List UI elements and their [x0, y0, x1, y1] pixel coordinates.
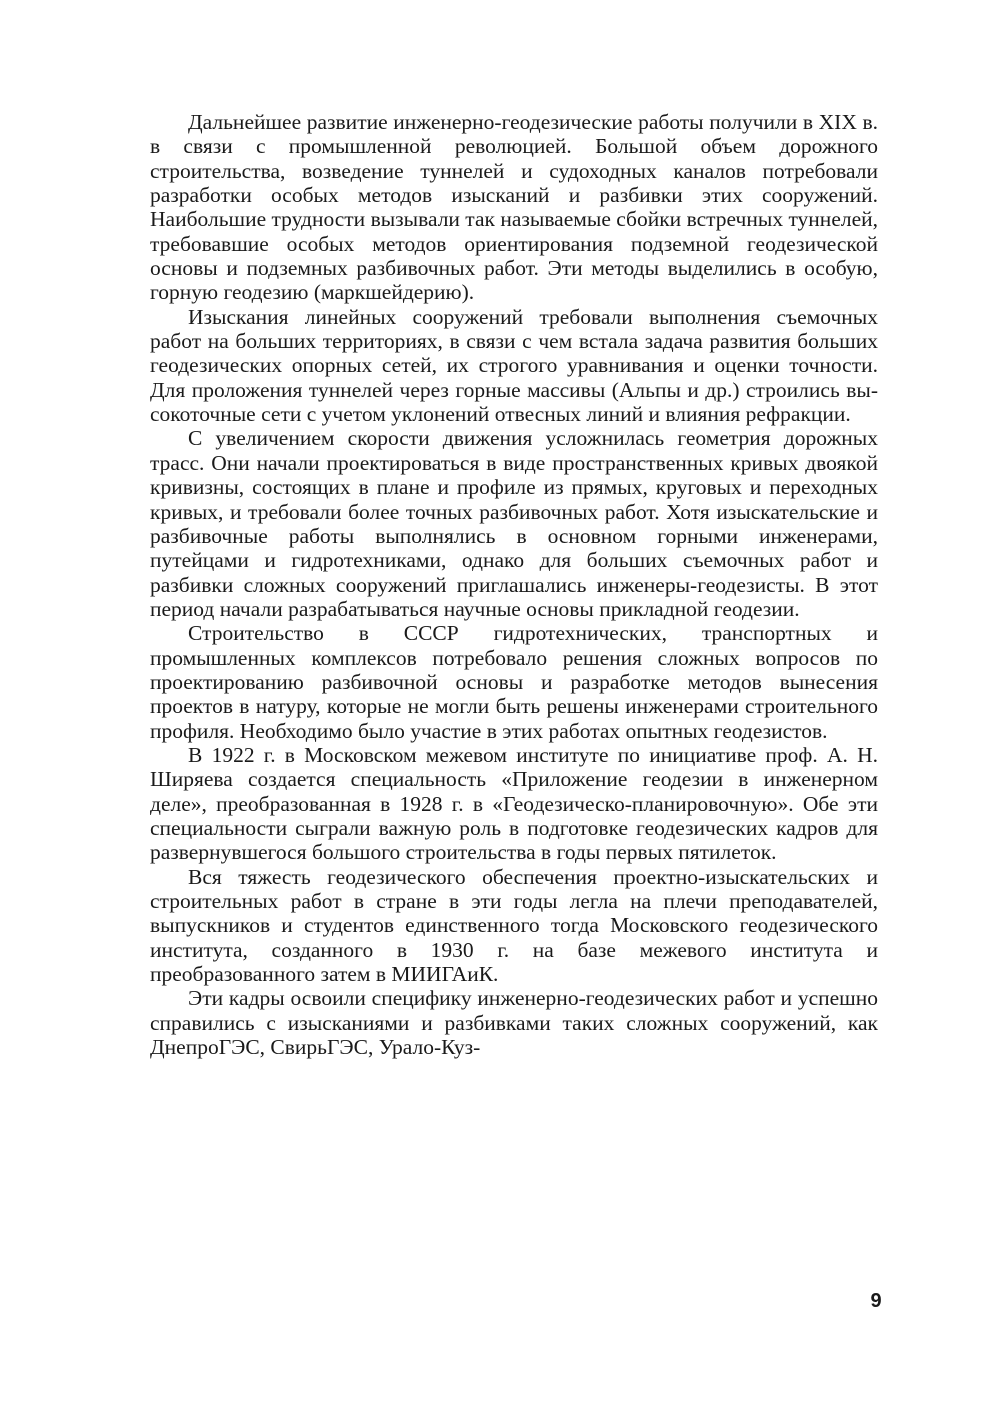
- paragraph-7: Эти кадры освоили специфику инженерно-геодезических работ и успешно справились с изысканиями и разбивками таких сложных сооружений, как ДнепроГЭС, СвирьГЭС, Урало-Куз-: [150, 986, 878, 1060]
- body-text: [150, 110, 878, 1059]
- paragraph-6: Вся тяжесть геодезического обеспечения проектно-изыскательских и строительных работ в стране в эти годы легла на плечи преподавателей, выпускников и студентов единственного тогда Московского геодезического института, созданного в 1930 г. на базе межевого института и преобразованного затем в МИИГАиК.: [150, 864, 878, 987]
- paragraph-5: В 1922 г. в Московском межевом институте по инициативе проф. А. Н. Ширяева создается специальность «Приложение геодезии в инженерном деле», преобразованная в 1928 г. в «Геодезическо-планировочную». Обе эти специальности сыграли важную роль в подготовке геодезических кадров для развернувшегося большого строительства в годы первых пятилеток.: [150, 742, 878, 865]
- page-number: 9: [870, 1290, 882, 1312]
- paragraph-2: Изыскания линейных сооружений требовали выполнения съемочных работ на больших территориях, в связи с чем встала задача развития больших геодезических опорных сетей, их строгого уравнивания и оценки точности. Для проложения туннелей через горные массивы (Альпы и др.) строились высокоточные сети с учетом уклонений отвесных линий и влияния рефракции.: [150, 304, 878, 427]
- paragraph-4: Строительство в СССР гидротехнических, транспортных и промышленных комплексов потребовало решения сложных вопросов по проектированию разбивочной основы и разработке методов вынесения проектов в натуру, которые не могли быть решены инженерами строительного профиля. Необходимо было участие в этих работах опытных геодезистов.: [150, 621, 878, 743]
- paragraph-1: Дальнейшее развитие инженерно-геодезические работы получили в XIX в. в связи с промышленной революцией. Большой объем дорожного строительства, возведение туннелей и судоходных каналов потребовали разработки особых методов изысканий и разбивки этих сооружений. Наибольшие трудности вызывали так называемые сбойки встречных туннелей, требовавшие особых методов ориентирования подземной геодезической основы и подземных разбивочных работ. Эти методы выделились в особую, горную геодезию (маркшейдерию).: [150, 110, 879, 305]
- paragraph-3: С увеличением скорости движения усложнилась геометрия дорожных трасс. Они начали проектироваться в виде пространственных кривых двоякой кривизны, состоящих в плане и профиле из прямых, круговых и переходных кривых, и требовали более точных разбивочных работ. Хотя изыскательские и разбивочные работы выполнялись в основном горными инженерами, путейцами и гидротехниками, однако для больших съемочных работ и разбивки сложных сооружений приглашались инженеры-геодезисты. В этот период начали разрабатываться научные основы прикладной геодезии.: [150, 426, 878, 621]
